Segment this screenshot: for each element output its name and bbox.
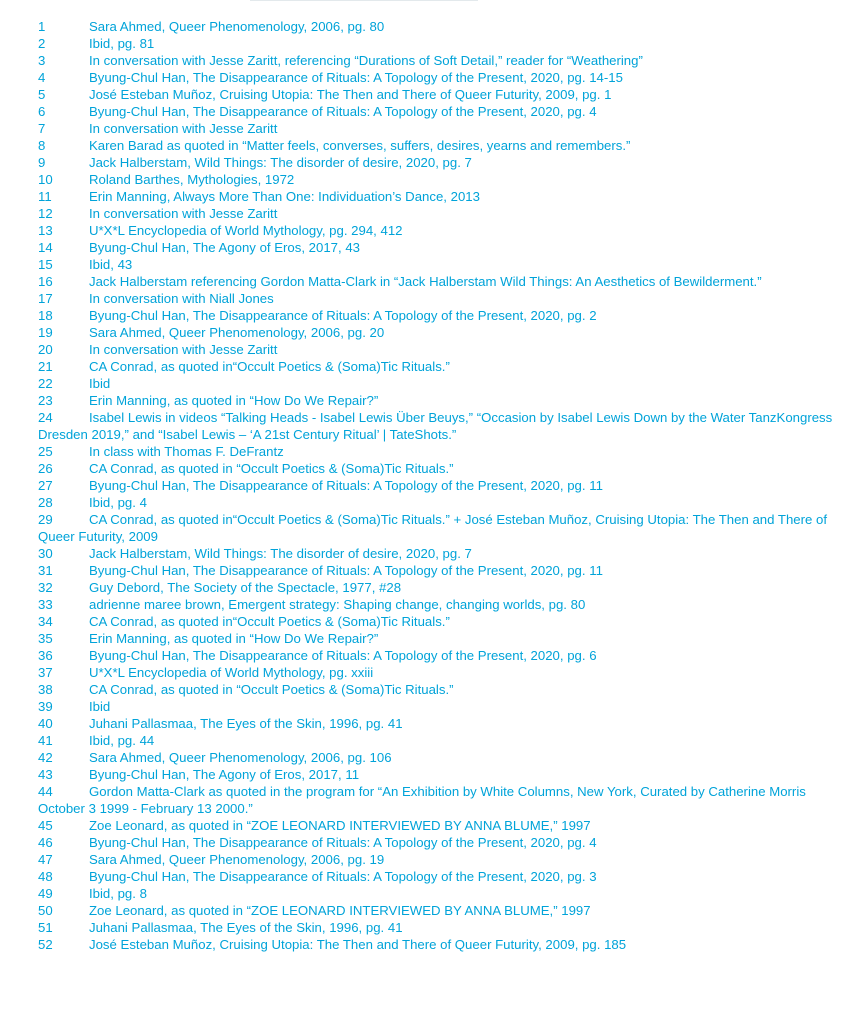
endnote-citation: Guy Debord, The Society of the Spectacle, 1977, #28 (89, 580, 402, 595)
endnote-item (38, 834, 838, 851)
endnote-item (38, 409, 838, 443)
endnote-item (38, 936, 838, 953)
endnote-citation: Erin Manning, as quoted in “How Do We Repair?” (89, 631, 379, 646)
endnote-number: 4 (38, 70, 46, 85)
endnote-item (38, 273, 838, 290)
endnote-item (38, 188, 838, 205)
endnote-citation: Jack Halberstam, Wild Things: The disorder of desire, 2020, pg. 7 (89, 155, 472, 170)
endnote-number: 36 (38, 648, 53, 663)
endnote-number: 9 (38, 155, 46, 170)
endnote-citation: CA Conrad, as quoted in“Occult Poetics & (Soma)Tic Rituals.” (89, 614, 450, 629)
endnote-citation: Roland Barthes, Mythologies, 1972 (89, 172, 295, 187)
endnote-item (38, 222, 838, 239)
endnote-number: 22 (38, 376, 53, 391)
endnote-number: 3 (38, 53, 46, 68)
endnote-number: 51 (38, 920, 53, 935)
endnote-citation: Ibid, pg. 81 (89, 36, 155, 51)
endnote-item (38, 86, 838, 103)
endnote-number: 34 (38, 614, 53, 629)
endnote-citation: CA Conrad, as quoted in“Occult Poetics & (Soma)Tic Rituals.” (89, 359, 450, 374)
endnote-item (38, 511, 838, 545)
endnote-number: 19 (38, 325, 53, 340)
endnote-number: 28 (38, 495, 53, 510)
endnote-item (38, 766, 838, 783)
endnote-item (38, 154, 838, 171)
endnote-item (38, 375, 838, 392)
endnote-number: 23 (38, 393, 53, 408)
endnote-item (38, 290, 838, 307)
endnote-item (38, 120, 838, 137)
endnote-citation: CA Conrad, as quoted in“Occult Poetics & (Soma)Tic Rituals.” + José Esteban Muñoz, Cruising Utopia: The Then and There of Queer Futurity, 2009 (38, 512, 828, 544)
endnote-number: 13 (38, 223, 53, 238)
endnote-citation: Zoe Leonard, as quoted in “ZOE LEONARD INTERVIEWED BY ANNA BLUME,” 1997 (89, 818, 591, 833)
endnote-number: 12 (38, 206, 53, 221)
endnote-item (38, 460, 838, 477)
endnote-item (38, 698, 838, 715)
endnote-citation: Byung-Chul Han, The Disappearance of Rituals: A Topology of the Present, 2020, pg. 3 (89, 869, 597, 884)
endnote-item (38, 596, 838, 613)
endnote-item (38, 35, 838, 52)
endnote-number: 32 (38, 580, 53, 595)
endnote-item (38, 885, 838, 902)
endnote-number: 7 (38, 121, 46, 136)
endnote-number: 50 (38, 903, 53, 918)
endnote-citation: Ibid, pg. 4 (89, 495, 147, 510)
endnote-item (38, 443, 838, 460)
endnote-item (38, 137, 838, 154)
endnote-number: 15 (38, 257, 53, 272)
endnote-citation: Isabel Lewis in videos “Talking Heads - Isabel Lewis Über Beuys,” “Occasion by Isabel Lewis Down by the Water TanzKongress Dresden 2019,” and “Isabel Lewis – ‘A 21st Century Ritual’ | TateShots.” (38, 410, 833, 442)
endnote-item (38, 18, 838, 35)
endnote-item (38, 477, 838, 494)
endnote-number: 41 (38, 733, 53, 748)
endnote-item (38, 681, 838, 698)
endnote-citation: In conversation with Jesse Zaritt (89, 342, 278, 357)
endnote-citation: Byung-Chul Han, The Disappearance of Rituals: A Topology of the Present, 2020, pg. 14-15 (89, 70, 623, 85)
endnote-citation: Byung-Chul Han, The Disappearance of Rituals: A Topology of the Present, 2020, pg. 4 (89, 104, 597, 119)
endnote-item (38, 579, 838, 596)
endnote-item (38, 494, 838, 511)
endnote-number: 39 (38, 699, 53, 714)
endnote-item (38, 851, 838, 868)
endnote-number: 25 (38, 444, 53, 459)
endnote-item (38, 358, 838, 375)
endnote-number: 30 (38, 546, 53, 561)
endnote-citation: Byung-Chul Han, The Disappearance of Rituals: A Topology of the Present, 2020, pg. 11 (89, 563, 603, 578)
endnote-number: 17 (38, 291, 53, 306)
endnote-citation: Sara Ahmed, Queer Phenomenology, 2006, pg. 20 (89, 325, 385, 340)
endnote-citation: Byung-Chul Han, The Disappearance of Rituals: A Topology of the Present, 2020, pg. 6 (89, 648, 597, 663)
endnote-citation: Byung-Chul Han, The Agony of Eros, 2017, 11 (89, 767, 360, 782)
endnote-citation: Juhani Pallasmaa, The Eyes of the Skin, 1996, pg. 41 (89, 920, 403, 935)
endnote-citation: Ibid (89, 376, 111, 391)
endnote-number: 26 (38, 461, 53, 476)
top-divider (250, 0, 478, 1)
endnote-number: 48 (38, 869, 53, 884)
endnote-item (38, 817, 838, 834)
endnote-citation: Jack Halberstam, Wild Things: The disorder of desire, 2020, pg. 7 (89, 546, 472, 561)
endnote-citation: Ibid, 43 (89, 257, 133, 272)
endnote-item (38, 392, 838, 409)
endnote-number: 43 (38, 767, 53, 782)
endnote-number: 42 (38, 750, 53, 765)
endnote-item (38, 545, 838, 562)
endnote-citation: U*X*L Encyclopedia of World Mythology, pg. 294, 412 (89, 223, 403, 238)
endnote-number: 37 (38, 665, 53, 680)
endnote-item (38, 902, 838, 919)
endnote-number: 49 (38, 886, 53, 901)
endnote-citation: Juhani Pallasmaa, The Eyes of the Skin, 1996, pg. 41 (89, 716, 403, 731)
endnote-citation: In conversation with Jesse Zaritt (89, 121, 278, 136)
endnote-citation: Byung-Chul Han, The Agony of Eros, 2017, 43 (89, 240, 361, 255)
endnote-number: 27 (38, 478, 53, 493)
endnote-item (38, 783, 838, 817)
endnote-number: 35 (38, 631, 53, 646)
endnote-number: 6 (38, 104, 46, 119)
endnote-item (38, 52, 838, 69)
endnote-number: 14 (38, 240, 53, 255)
endnote-item (38, 341, 838, 358)
endnote-number: 40 (38, 716, 53, 731)
endnote-item (38, 868, 838, 885)
endnote-item (38, 749, 838, 766)
endnote-item (38, 562, 838, 579)
endnote-citation: Ibid, pg. 44 (89, 733, 155, 748)
endnote-item (38, 171, 838, 188)
endnote-citation: In conversation with Niall Jones (89, 291, 274, 306)
endnote-citation: Sara Ahmed, Queer Phenomenology, 2006, pg. 106 (89, 750, 392, 765)
endnote-citation: Erin Manning, Always More Than One: Individuation’s Dance, 2013 (89, 189, 480, 204)
endnote-number: 29 (38, 512, 53, 527)
endnote-citation: José Esteban Muñoz, Cruising Utopia: The Then and There of Queer Futurity, 2009, pg. 185 (89, 937, 627, 952)
endnote-citation: Byung-Chul Han, The Disappearance of Rituals: A Topology of the Present, 2020, pg. 11 (89, 478, 603, 493)
endnote-citation: Zoe Leonard, as quoted in “ZOE LEONARD INTERVIEWED BY ANNA BLUME,” 1997 (89, 903, 591, 918)
endnote-citation: Karen Barad as quoted in “Matter feels, converses, suffers, desires, yearns and remembers.” (89, 138, 631, 153)
endnote-number: 1 (38, 19, 46, 34)
endnote-item (38, 103, 838, 120)
endnote-number: 2 (38, 36, 46, 51)
endnote-citation: In class with Thomas F. DeFrantz (89, 444, 284, 459)
endnote-citation: U*X*L Encyclopedia of World Mythology, pg. xxiii (89, 665, 374, 680)
endnote-citation: José Esteban Muñoz, Cruising Utopia: The Then and There of Queer Futurity, 2009, pg. 1 (89, 87, 612, 102)
endnote-number: 5 (38, 87, 46, 102)
endnote-citation: CA Conrad, as quoted in “Occult Poetics & (Soma)Tic Rituals.” (89, 461, 454, 476)
endnote-citation: Sara Ahmed, Queer Phenomenology, 2006, pg. 80 (89, 19, 385, 34)
endnote-number: 44 (38, 784, 53, 799)
endnote-citation: Jack Halberstam referencing Gordon Matta-Clark in “Jack Halberstam Wild Things: An Aesthetics of Bewilderment.” (89, 274, 762, 289)
endnote-number: 47 (38, 852, 53, 867)
endnote-citation: Ibid, pg. 8 (89, 886, 147, 901)
endnote-number: 16 (38, 274, 53, 289)
endnote-item (38, 647, 838, 664)
endnote-number: 20 (38, 342, 53, 357)
endnote-item (38, 324, 838, 341)
endnote-number: 10 (38, 172, 53, 187)
endnote-number: 38 (38, 682, 53, 697)
endnote-number: 24 (38, 410, 53, 425)
endnote-number: 45 (38, 818, 53, 833)
endnote-item (38, 664, 838, 681)
endnote-item (38, 69, 838, 86)
endnote-item (38, 307, 838, 324)
endnote-citation: Gordon Matta-Clark as quoted in the program for “An Exhibition by White Columns, New York, Curated by Catherine Morris October 3 1999 - February 13 2000.” (38, 784, 806, 816)
endnote-number: 8 (38, 138, 46, 153)
endnote-number: 11 (38, 189, 52, 204)
endnote-item (38, 630, 838, 647)
endnote-item (38, 919, 838, 936)
endnotes-list (38, 18, 838, 953)
endnote-number: 31 (38, 563, 53, 578)
endnote-citation: adrienne maree brown, Emergent strategy: Shaping change, changing worlds, pg. 80 (89, 597, 586, 612)
endnote-number: 46 (38, 835, 53, 850)
endnote-citation: CA Conrad, as quoted in “Occult Poetics & (Soma)Tic Rituals.” (89, 682, 454, 697)
endnote-item (38, 715, 838, 732)
endnote-citation: Byung-Chul Han, The Disappearance of Rituals: A Topology of the Present, 2020, pg. 4 (89, 835, 597, 850)
endnote-number: 33 (38, 597, 53, 612)
endnote-citation: Sara Ahmed, Queer Phenomenology, 2006, pg. 19 (89, 852, 385, 867)
endnote-citation: Erin Manning, as quoted in “How Do We Repair?” (89, 393, 379, 408)
endnote-citation: In conversation with Jesse Zaritt (89, 206, 278, 221)
endnote-item (38, 205, 838, 222)
endnote-citation: In conversation with Jesse Zaritt, referencing “Durations of Soft Detail,” reader for “Weathering” (89, 53, 643, 68)
endnote-number: 52 (38, 937, 53, 952)
endnote-item (38, 256, 838, 273)
endnote-item (38, 239, 838, 256)
endnote-item (38, 613, 838, 630)
endnote-number: 18 (38, 308, 53, 323)
endnote-citation: Byung-Chul Han, The Disappearance of Rituals: A Topology of the Present, 2020, pg. 2 (89, 308, 597, 323)
endnote-citation: Ibid (89, 699, 111, 714)
endnote-item (38, 732, 838, 749)
endnote-number: 21 (38, 359, 53, 374)
